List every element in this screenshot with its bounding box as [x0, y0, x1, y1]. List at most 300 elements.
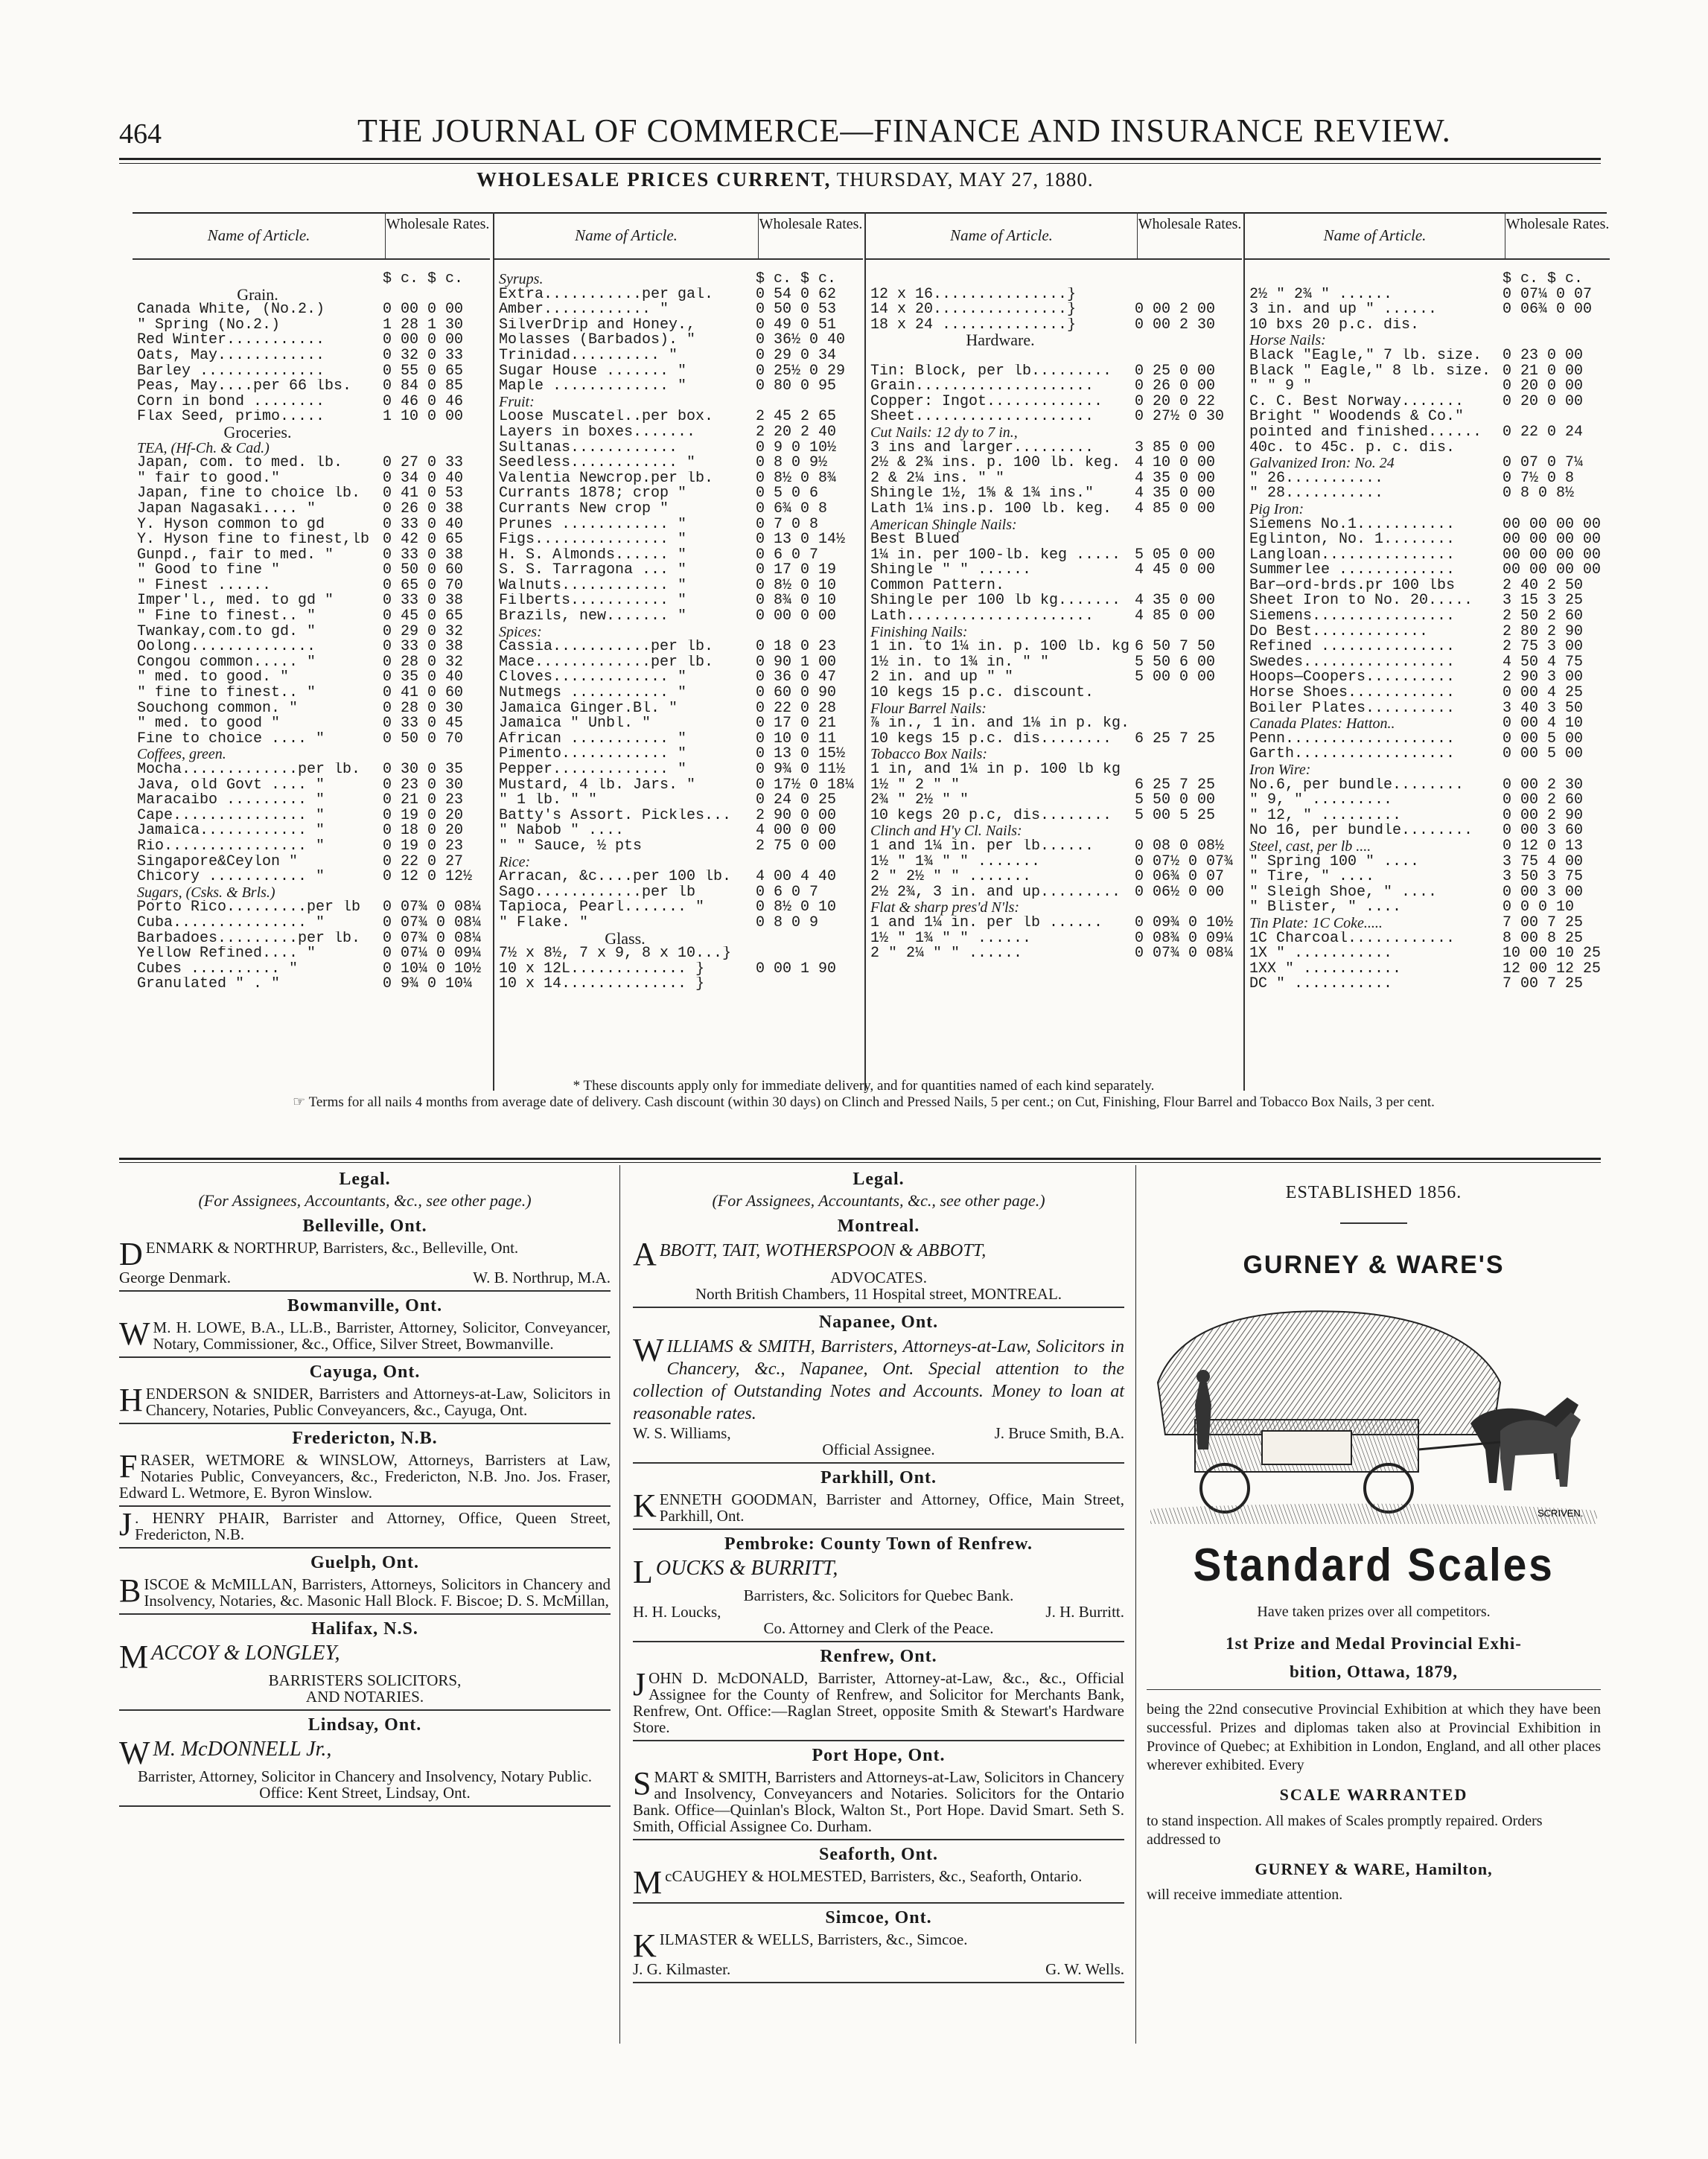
article-name: 10 bxs 20 p.c. dis. — [1249, 317, 1420, 334]
article-name: " 26........... — [1249, 471, 1384, 487]
entry-text-3: Office: Kent Street, Lindsay, Ont. — [259, 1784, 471, 1802]
price-row — [137, 809, 487, 824]
price-row — [870, 563, 1239, 578]
article-name: " 12, " ......... — [1249, 808, 1402, 824]
wholesale-rate: 0 21 0 23 — [383, 793, 464, 809]
entry-text: ENDERSON & SNIDER, Barristers and Attorneys-at-Law, Solicitors in Chancery, Notaries, Public Conveyancers, &c., Cayuga, Ont. — [145, 1385, 611, 1419]
wholesale-rate: 0 26 0 38 — [383, 501, 464, 517]
wholesale-rate: 0 18 0 20 — [383, 823, 464, 839]
hay-wagon-illustration-icon — [1150, 1293, 1597, 1524]
wholesale-rate: 0 22 0 27 — [383, 854, 464, 870]
town-heading: Montreal. — [837, 1216, 920, 1236]
article-name: Boiler Plates.......... — [1249, 701, 1456, 717]
wholesale-rate: 4 50 4 75 — [1503, 654, 1584, 671]
article-name: 1½ " 2 " " — [870, 777, 960, 794]
ad-address: GURNEY & WARE, Hamilton, — [1255, 1860, 1493, 1878]
article-name: 7½ x 8½, 7 x 9, 8 x 10...} — [499, 946, 732, 962]
wholesale-rate — [751, 855, 860, 870]
legal-entry — [119, 1448, 611, 1502]
article-name: 1 in. to 1¼ in. p. 100 lb. kg — [870, 640, 1130, 655]
rates-header: Wholesale Rates. — [385, 212, 490, 258]
price-row — [499, 809, 860, 824]
price-row — [499, 931, 860, 947]
price-row — [137, 593, 487, 609]
article-name: Coffees, green. — [137, 747, 226, 762]
article-name: " Nabob " .... — [499, 823, 625, 839]
drop-cap: A — [633, 1236, 657, 1272]
price-rows — [870, 272, 1239, 962]
drop-cap: J — [633, 1666, 646, 1703]
price-row — [1249, 900, 1607, 916]
entry-text-3: Co. Attorney and Clerk of the Peace. — [763, 1619, 994, 1637]
wholesale-rate: 6 50 7 50 — [1135, 640, 1216, 655]
article-name: Amber............ " — [499, 302, 669, 318]
article-name: " Spring 100 " .... — [1249, 854, 1420, 870]
wholesale-rate: 0 13 0 14½ — [756, 532, 846, 548]
article-name: Barbadoes.........per lb. — [137, 931, 361, 947]
article-name: " 9, " ......... — [1249, 793, 1393, 809]
town-heading: Halifax, N.S. — [311, 1619, 418, 1639]
article-name: Japan, fine to choice lb. — [137, 486, 361, 502]
article-name: Currants New crop " — [499, 501, 669, 517]
wholesale-rate: 0 07¾ 0 08¼ — [1135, 946, 1234, 962]
price-row — [1249, 456, 1607, 471]
wholesale-rate: 4 35 0 00 — [1135, 471, 1216, 487]
article-name: " fine to finest.. " — [137, 686, 316, 701]
town-heading: Lindsay, Ont. — [307, 1715, 422, 1735]
price-row — [499, 900, 860, 916]
price-row — [870, 931, 1239, 947]
price-row — [1249, 563, 1607, 578]
prices-title — [477, 168, 1094, 191]
legal-entry — [119, 1639, 611, 1706]
price-row — [870, 348, 1239, 364]
price-row — [1249, 870, 1607, 885]
wholesale-rate — [1130, 747, 1239, 762]
wholesale-rate: 0 8¾ 0 10 — [756, 593, 837, 610]
entry-separator — [119, 1505, 611, 1507]
wholesale-rate — [1498, 409, 1607, 425]
legal-entry — [119, 1236, 611, 1286]
article-name: " Good to fine " — [137, 563, 281, 578]
article-name: 1 and 1¼ in. per lb ...... — [870, 915, 1103, 931]
price-row — [1249, 655, 1607, 671]
price-row — [870, 823, 1239, 839]
wholesale-rate: 0 41 0 60 — [383, 686, 464, 701]
wholesale-rate: 2 20 2 40 — [756, 424, 837, 441]
prices-column-4 — [1243, 212, 1610, 1091]
article-name: Seedless............ " — [499, 456, 696, 471]
price-row — [137, 379, 487, 395]
wholesale-rate: 00 00 00 00 — [1503, 517, 1602, 533]
article-name: 1XX " ........... — [1249, 961, 1402, 978]
drop-cap: W — [119, 1735, 150, 1771]
article-name: Tobacco Box Nails: — [870, 747, 988, 762]
price-row — [499, 670, 860, 686]
article-name: Nutmegs ........... " — [499, 686, 687, 701]
price-row — [137, 395, 487, 410]
name-header: Name of Article. — [575, 226, 678, 244]
product-name: Standard Scales — [1193, 1540, 1555, 1591]
wholesale-rate: 1 10 0 00 — [383, 409, 464, 425]
article-name: Japan, com. to med. lb. — [137, 456, 343, 471]
price-row — [499, 823, 860, 839]
entry-name-right: G. W. Wells. — [1045, 1960, 1124, 1978]
wholesale-rate: 0 12 0 12½ — [383, 870, 473, 885]
price-row — [137, 640, 487, 655]
wholesale-rate: 0 23 0 30 — [383, 777, 464, 794]
price-row — [499, 946, 860, 962]
article-name: " Tire, " .... — [1249, 870, 1375, 885]
drop-cap: J — [119, 1506, 133, 1543]
price-row — [1249, 287, 1607, 303]
article-name: Eglinton, No. 1........ — [1249, 532, 1456, 548]
wholesale-rate: 0 17½ 0 18¼ — [756, 777, 855, 794]
article-name: 3 in. and up " ...... — [1249, 302, 1438, 318]
price-row — [1249, 625, 1607, 640]
article-name: Sheet Iron to No. 20..... — [1249, 593, 1473, 610]
article-name: Brazils, new....... " — [499, 609, 687, 625]
town-heading: Bowmanville, Ont. — [287, 1296, 443, 1316]
wholesale-rate: 3 40 3 50 — [1503, 701, 1584, 717]
ad-body: being the 22nd consecutive Provincial Exhibition at which they have been successful. Prizes and diplomas taken also at Provincial Exhibition in Province of Quebec; at Exhibition in London, England, and all other places wherever exhibited. Every — [1147, 1701, 1601, 1773]
wholesale-rate — [1130, 532, 1239, 548]
legal-entry — [119, 1316, 611, 1353]
article-name: Yellow Refined.... " — [137, 946, 316, 962]
article-name: Jamaica " Unbl. " — [499, 716, 651, 732]
wholesale-rate: 3 85 0 00 — [1135, 440, 1216, 456]
article-name: SilverDrip and Honey., — [499, 317, 696, 334]
footnote-terms: ☞ Terms for all nails 4 months from average date of delivery. Cash discount (within 30 days) on Clinch and Pressed Nails, 5 per cent.; on Cut, Finishing, Flour Barrel and Tobacco Box Nails, 3 per cent. — [293, 1094, 1435, 1110]
article-name: Refined ............... — [1249, 640, 1456, 655]
article-name: Horse Shoes............ — [1249, 686, 1456, 701]
article-name: 2 in. and up " " — [870, 670, 1014, 686]
price-row — [137, 563, 487, 578]
legal-entry — [119, 1572, 611, 1610]
price-row — [1249, 716, 1607, 732]
legal-entry — [633, 1666, 1124, 1736]
entry-name-left: W. S. Williams, — [633, 1424, 731, 1442]
price-row — [1249, 916, 1607, 931]
article-name: Singapore&Ceylon " — [137, 854, 299, 870]
article-name: Canada White, (No.2.) — [137, 302, 325, 318]
article-name: Clinch and H'y Cl. Nails: — [870, 823, 1022, 839]
article-name: Mace.............per lb. — [499, 654, 714, 671]
price-row — [870, 809, 1239, 824]
wholesale-rate: 0 00 1 90 — [756, 961, 837, 978]
entry-names — [633, 1961, 1124, 1977]
article-name: Grain. — [237, 287, 278, 303]
price-row — [1249, 732, 1607, 747]
legal-entry — [633, 1554, 1124, 1637]
wholesale-rate: 2 80 2 90 — [1503, 624, 1584, 640]
entry-name-left: J. G. Kilmaster. — [633, 1960, 731, 1978]
scale-warranted: SCALE WARRANTED — [1279, 1785, 1468, 1804]
price-row — [137, 302, 487, 318]
article-name: Souchong common. " — [137, 701, 299, 717]
price-row — [499, 272, 860, 287]
wholesale-rate — [1130, 823, 1239, 839]
price-row — [1249, 839, 1607, 855]
article-name: 2¾ " 2½ " " — [870, 793, 969, 809]
entry-text: M. McDONNELL Jr., — [153, 1738, 332, 1761]
legal-entry — [633, 1864, 1124, 1901]
price-row — [499, 778, 860, 794]
price-row — [870, 502, 1239, 517]
wholesale-rate: 5 50 0 00 — [1135, 793, 1216, 809]
price-row — [499, 563, 860, 578]
drop-cap: H — [119, 1382, 143, 1418]
town-heading: Pembroke: County Town of Renfrew. — [724, 1534, 1033, 1554]
article-name: Flat & sharp pres'd N'ls: — [870, 900, 1020, 916]
entry-text: . HENRY PHAIR, Barrister and Attorney, Office, Queen Street, Fredericton, N.B. — [135, 1509, 611, 1543]
article-name: Japan Nagasaki.... " — [137, 501, 316, 517]
article-name: Jamaica............ " — [137, 823, 325, 839]
wholesale-rate — [751, 977, 860, 992]
wholesale-rate: 0 30 0 35 — [383, 762, 464, 778]
wholesale-rate: 0 24 0 25 — [756, 793, 837, 809]
town-heading: Port Hope, Ont. — [812, 1746, 946, 1765]
article-name: " fair to good." — [137, 471, 281, 487]
entry-separator — [633, 1839, 1124, 1840]
firm-name: GURNEY & WARE'S — [1243, 1251, 1505, 1279]
price-row — [1249, 578, 1607, 594]
drop-cap: K — [633, 1487, 657, 1524]
price-row — [499, 379, 860, 395]
article-name: Cape............... " — [137, 808, 325, 824]
ad-body-3: will receive immediate attention. — [1147, 1887, 1343, 1903]
article-name: Rio................ " — [137, 838, 325, 855]
prices-date: THURSDAY, MAY 27, 1880. — [836, 168, 1094, 191]
article-name: 10 x 12L............. } — [499, 961, 705, 978]
price-row — [499, 701, 860, 717]
wholesale-rate: 0 36½ 0 40 — [756, 333, 846, 348]
column-divider — [1135, 1165, 1136, 2044]
price-row — [870, 471, 1239, 487]
town-heading: Renfrew, Ont. — [820, 1647, 937, 1666]
article-name: Siemens No.1........... — [1249, 517, 1456, 533]
legal-title: Legal. — [339, 1170, 391, 1189]
wholesale-rate: 2 45 2 65 — [756, 409, 837, 425]
article-name: C. C. Best Norway....... — [1249, 394, 1465, 410]
price-row — [870, 486, 1239, 502]
article-name: 2 " 2¼ " " ...... — [870, 946, 1023, 962]
article-name — [137, 272, 378, 287]
price-row — [499, 409, 860, 425]
wholesale-rate: 0 22 0 28 — [756, 701, 837, 717]
legal-entry — [119, 1506, 611, 1543]
price-row — [870, 701, 1239, 717]
article-name: Spices: — [499, 624, 542, 640]
price-row — [137, 962, 487, 978]
town-heading: Parkhill, Ont. — [820, 1468, 937, 1487]
wholesale-rate — [1130, 287, 1239, 303]
wholesale-rate: 5 50 6 00 — [1135, 654, 1216, 671]
town-heading: Guelph, Ont. — [310, 1553, 420, 1572]
wholesale-rate: 0 5 0 6 — [756, 486, 819, 502]
article-name: Pig Iron: — [1249, 501, 1304, 517]
wholesale-rate — [751, 931, 860, 947]
entry-separator — [119, 1709, 611, 1711]
drop-cap: M — [633, 1864, 663, 1901]
article-name: Groceries. — [223, 424, 292, 441]
price-row — [137, 655, 487, 671]
drop-cap: K — [633, 1927, 657, 1964]
wholesale-rate — [378, 425, 487, 441]
price-row — [137, 272, 487, 287]
entry-text-2: Barristers, &c. Solicitors for Quebec Bank. — [743, 1586, 1014, 1604]
wholesale-rate: 0 00 0 00 — [383, 302, 464, 318]
footnote-discounts: * These discounts apply only for immediate delivery, and for quantities named of each kind separately. — [573, 1078, 1155, 1094]
wholesale-rate: 0 33 0 45 — [383, 716, 464, 732]
entry-names — [633, 1425, 1124, 1441]
price-row — [137, 517, 487, 533]
article-name: " 28........... — [1249, 486, 1384, 502]
wholesale-rate: 0 21 0 00 — [1503, 363, 1584, 380]
article-name: Pimento............ " — [499, 747, 687, 762]
article-name: " Spring (No.2.) — [137, 317, 281, 334]
wholesale-rate — [378, 747, 487, 762]
drop-cap: L — [633, 1554, 653, 1590]
wholesale-rate — [1130, 517, 1239, 533]
rates-header: Wholesale Rates. — [1505, 212, 1610, 258]
entry-separator — [633, 1902, 1124, 1904]
legal-entry — [633, 1236, 1124, 1303]
wholesale-rate: 0 84 0 85 — [383, 379, 464, 395]
wholesale-rate: $ c. $ c. — [383, 272, 464, 287]
entry-names — [119, 1269, 611, 1286]
article-name: Sugars, (Csks. & Brls.) — [137, 884, 275, 901]
wholesale-rate: 3 15 3 25 — [1503, 593, 1584, 610]
price-row — [137, 778, 487, 794]
article-name: Finishing Nails: — [870, 624, 968, 640]
price-row — [870, 287, 1239, 303]
price-row — [1249, 640, 1607, 655]
name-header: Name of Article. — [207, 226, 310, 244]
article-name: No 16, per bundle........ — [1249, 823, 1473, 839]
wholesale-rate: 0 22 0 24 — [1503, 424, 1584, 441]
price-row — [137, 502, 487, 517]
price-row — [499, 318, 860, 334]
wholesale-rate: 0 08 0 08½ — [1135, 838, 1225, 855]
wholesale-rate: 0 06¾ 0 00 — [1503, 302, 1593, 318]
price-row — [870, 686, 1239, 701]
article-name: 1 in, and 1¼ in p. 100 lb kg — [870, 762, 1121, 778]
entry-name-right: W. B. Northrup, M.A. — [473, 1269, 611, 1286]
article-name: Cubes .......... " — [137, 961, 299, 978]
wholesale-rate: 0 50 0 60 — [383, 563, 464, 578]
article-name: Rice: — [499, 854, 531, 870]
article-name: Currants 1878; crop " — [499, 486, 687, 502]
price-row — [870, 272, 1239, 287]
article-name: 2½ 2¾, 3 in. and up......... — [870, 884, 1121, 901]
wholesale-rate: 0 41 0 53 — [383, 486, 464, 502]
price-row — [137, 900, 487, 916]
price-row — [1249, 441, 1607, 456]
wholesale-rate: 7 00 7 25 — [1503, 915, 1584, 931]
price-row — [137, 716, 487, 732]
price-row — [1249, 302, 1607, 318]
price-row — [1249, 593, 1607, 609]
wholesale-rate: 0 20 0 22 — [1135, 394, 1216, 410]
wholesale-rate: $ c. $ c. — [1503, 272, 1584, 287]
article-name: pointed and finished...... — [1249, 424, 1482, 441]
price-row — [870, 855, 1239, 870]
price-row — [137, 916, 487, 931]
article-name: Congou common..... " — [137, 654, 316, 671]
price-row — [1249, 931, 1607, 947]
article-name: Walnuts............ " — [499, 578, 687, 594]
price-row — [137, 425, 487, 441]
article-name: 2½ & 2¾ ins. p. 100 lb. keg. — [870, 456, 1121, 471]
wholesale-rate: 0 09¾ 0 10½ — [1135, 915, 1234, 931]
drop-cap: D — [119, 1236, 143, 1272]
wholesale-rate — [1498, 502, 1607, 517]
wholesale-rate: 0 08¾ 0 09¼ — [1135, 931, 1234, 947]
article-name: Langloan............... — [1249, 547, 1456, 564]
price-row — [499, 333, 860, 348]
article-name: " Blister, " .... — [1249, 900, 1402, 916]
price-row — [499, 686, 860, 701]
price-row — [870, 318, 1239, 334]
price-row — [870, 900, 1239, 916]
wholesale-rate — [1498, 318, 1607, 334]
wholesale-rate — [1130, 716, 1239, 732]
price-row — [870, 302, 1239, 318]
wholesale-rate: 0 35 0 40 — [383, 670, 464, 686]
price-row — [1249, 747, 1607, 762]
price-row — [870, 333, 1239, 348]
prices-column-3 — [864, 212, 1242, 1091]
price-row — [499, 747, 860, 762]
prices-title-label: WHOLESALE PRICES CURRENT, — [477, 168, 832, 191]
price-row — [499, 456, 860, 471]
article-name: " " 9 " — [1249, 379, 1313, 395]
article-name: " Sleigh Shoe, " .... — [1249, 884, 1438, 901]
legal-subtitle: (For Assignees, Accountants, &c., see other page.) — [712, 1191, 1045, 1210]
price-row — [499, 870, 860, 885]
hay-wagon-engraving — [1150, 1293, 1597, 1524]
wholesale-rate: 0 8½ 0 8¾ — [756, 471, 837, 487]
column-header — [866, 212, 1242, 260]
wholesale-rate: 0 07¾ 0 08¼ — [383, 915, 482, 931]
article-name: Penn................... — [1249, 731, 1456, 747]
wholesale-rate: 0 50 0 70 — [383, 731, 464, 747]
price-row — [499, 916, 860, 931]
legal-column-middle — [633, 1165, 1124, 1986]
wholesale-rate — [1130, 333, 1239, 348]
article-name: Barley .............. — [137, 363, 325, 380]
price-row — [499, 441, 860, 456]
wholesale-rate: 0 7½ 0 8 — [1503, 471, 1575, 487]
wholesale-rate — [1130, 578, 1239, 594]
wholesale-rate: 4 85 0 00 — [1135, 609, 1216, 625]
article-name: Trinidad.......... " — [499, 348, 678, 364]
wholesale-rate: 0 8½ 0 10 — [756, 578, 837, 594]
price-row — [870, 578, 1239, 594]
article-name: " med. to good. " — [137, 670, 290, 686]
price-row — [1249, 855, 1607, 870]
article-name: 2 " 2½ " " ....... — [870, 870, 1032, 885]
wholesale-rate — [751, 625, 860, 640]
price-row — [499, 548, 860, 564]
entry-separator — [633, 1528, 1124, 1530]
article-name: Swedes................. — [1249, 654, 1456, 671]
price-row — [1249, 348, 1607, 364]
legal-entry — [633, 1927, 1124, 1978]
price-row — [137, 625, 487, 640]
wholesale-rate: 0 45 0 65 — [383, 609, 464, 625]
